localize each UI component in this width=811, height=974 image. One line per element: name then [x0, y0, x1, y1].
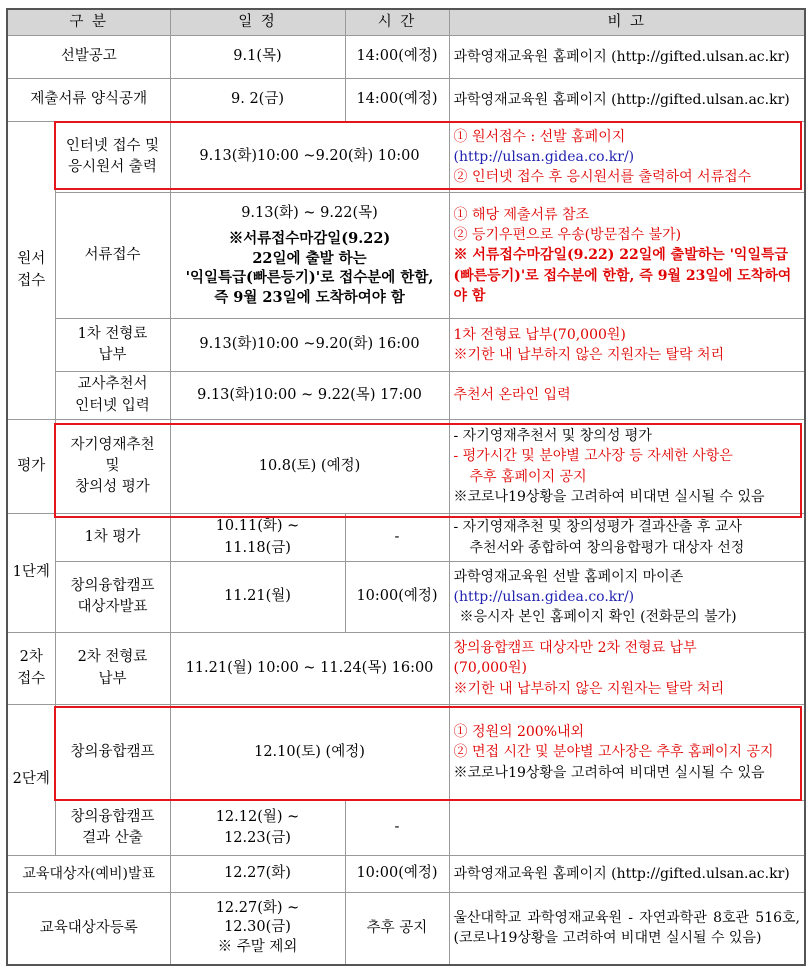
row-name: 창의융합캠프 대상자발표: [55, 562, 170, 633]
header-remarks: 비 고: [449, 9, 805, 36]
row-note: [449, 705, 805, 801]
table-row: [7, 562, 805, 633]
note-line: - 자기영재추천 및 창의성평가 결과산출 후 교사: [453, 519, 742, 536]
row-name: 1차 평가: [55, 514, 170, 562]
table-row: [7, 122, 805, 193]
row-note: [449, 633, 805, 705]
note-line: 창의융합캠프 대상자만 2차 전형료 납부: [453, 640, 697, 657]
note-line: ※코로나19상황을 고려하여 비대면 실시될 수 있음: [453, 488, 765, 505]
header-category: 구 분: [7, 9, 170, 36]
date-range: 9.13(화) ~ 9.22(목): [241, 204, 378, 221]
note-line: ② 등기우편으로 우송(방문접수 불가): [453, 227, 682, 244]
row-note: [449, 193, 805, 319]
row-date: 11.21(월) 10:00 ~ 11.24(목) 16:00: [170, 633, 449, 705]
table-row: [7, 801, 805, 856]
row-note: [449, 562, 805, 633]
note-line: ② 면접 시간 및 분야별 고사장은 추후 홈페이지 공지: [453, 744, 774, 761]
note-line: 추후 홈페이지 공지: [469, 468, 587, 485]
row-time: 14:00(예정): [345, 79, 449, 122]
row-date: 9.13(화)10:00 ~ 9.22(목) 17:00: [170, 372, 449, 420]
schedule-document: [6, 8, 804, 966]
note-line: ※응시자 본인 홈페이지 확인 (전화문의 불가): [459, 609, 737, 626]
note-line: ① 정원의 200%내외: [453, 724, 585, 741]
row-note: 울산대학교 과학영재교육원 - 자연과학관 8호관 516호, (코로나19상황을 고려하여 비대면 실시될 수 있음): [449, 893, 805, 965]
table-row: [7, 705, 805, 801]
note-line: (70,000원): [453, 660, 527, 677]
note-link: (http://ulsan.gidea.co.kr/): [453, 148, 635, 165]
row-date: 10.8(토) (예정): [170, 420, 449, 514]
row-name: 교육대상자등록: [7, 893, 170, 965]
row-name: 2차 전형료 납부: [55, 633, 170, 705]
row-time: 14:00(예정): [345, 36, 449, 79]
row-date: 9.1(목): [170, 36, 345, 79]
note-line: 과학영재교육원 선발 홈페이지 마이존: [453, 568, 684, 585]
row-note: 과학영재교육원 홈페이지 (http://gifted.ulsan.ac.kr): [449, 856, 805, 893]
table-row: [7, 420, 805, 514]
row-name: 창의융합캠프 결과 산출: [55, 801, 170, 856]
table-row: [7, 319, 805, 372]
note-line: ※기한 내 납부하지 않은 지원자는 탈락 처리: [453, 680, 725, 697]
table-row: [7, 372, 805, 420]
row-name: 자기영재추천 및 창의성 평가: [55, 420, 170, 514]
table-row: [7, 856, 805, 893]
row-note: [449, 319, 805, 372]
header-time: 시 간: [345, 9, 449, 36]
row-note: 과학영재교육원 홈페이지 (http://gifted.ulsan.ac.kr): [449, 36, 805, 79]
row-date: 9.13(화)10:00 ~9.20(화) 10:00: [170, 122, 449, 193]
table-row: [7, 514, 805, 562]
group-label-apply: 원서 접수: [7, 122, 55, 420]
group-label-eval: 평가: [7, 420, 55, 514]
note-link: (http://ulsan.gidea.co.kr/): [453, 588, 635, 605]
row-note: [449, 514, 805, 562]
row-name: 제출서류 양식공개: [7, 79, 170, 122]
row-date: 12.27(화): [170, 856, 345, 893]
table-row: [7, 633, 805, 705]
table-row: [7, 193, 805, 319]
header-schedule: 일 정: [170, 9, 345, 36]
row-note: [449, 420, 805, 514]
row-date: 12.27(화) ~ 12.30(금) ※ 주말 제외: [170, 893, 345, 965]
note-line: ※코로나19상황을 고려하여 비대면 실시될 수 있음: [453, 764, 765, 781]
row-date: 11.21(월): [170, 562, 345, 633]
row-time: -: [345, 514, 449, 562]
row-note: 추천서 온라인 입력: [449, 372, 805, 420]
row-note-empty: [449, 801, 805, 856]
note-line: ② 인터넷 접수 후 응시원서를 출력하여 서류접수: [453, 169, 752, 186]
group-label-stage1: 1단계: [7, 514, 55, 633]
note-line: ① 해당 제출서류 참조: [453, 206, 590, 223]
table-row: [7, 893, 805, 965]
note-line: 추천서와 종합하여 창의융합평가 대상자 선정: [469, 539, 745, 556]
note-line: ※기한 내 납부하지 않은 지원자는 탈락 처리: [453, 347, 725, 363]
row-name: 서류접수: [55, 193, 170, 319]
schedule-table: [6, 8, 806, 966]
header-row: [7, 9, 805, 36]
group-label-pay2: 2차 접수: [7, 633, 55, 705]
row-time: 추후 공지: [345, 893, 449, 965]
note-line: 1차 전형료 납부(70,000원): [453, 326, 626, 343]
row-note: [449, 122, 805, 193]
row-time: 10:00(예정): [345, 856, 449, 893]
row-name: 선발공고: [7, 36, 170, 79]
table-row: [7, 79, 805, 122]
table-row: [7, 36, 805, 79]
row-name: 창의융합캠프: [55, 705, 170, 801]
group-label-stage2: 2단계: [7, 705, 55, 856]
row-name: 1차 전형료 납부: [55, 319, 170, 372]
row-note: 과학영재교육원 홈페이지 (http://gifted.ulsan.ac.kr): [449, 79, 805, 122]
row-date: 10.11(화) ~ 11.18(금): [170, 514, 345, 562]
note-line: ※ 서류접수마감일(9.22) 22일에 출발하는 '익일특급(빠른등기)'로 접수분에 한함, 즉 9월 23일에 도착하여야 함: [453, 247, 792, 304]
row-name: 교육대상자(예비)발표: [7, 856, 170, 893]
row-date: 9. 2(금): [170, 79, 345, 122]
row-date: 9.13(화)10:00 ~9.20(화) 16:00: [170, 319, 449, 372]
note-line: ① 원서접수 : 선발 홈페이지: [453, 128, 626, 145]
note-line: - 평가시간 및 분야별 고사장 등 자세한 사항은: [453, 448, 733, 465]
row-date: [170, 193, 449, 319]
deadline-note: ※서류접수마감일(9.22) 22일에 출발 하는 '익일특급(빠른등기)'로 접수분에 한함, 즉 9월 23일에 도착하여야 함: [185, 230, 434, 306]
note-line: - 자기영재추천서 및 창의성 평가: [453, 427, 652, 444]
row-name: 교사추천서 인터넷 입력: [55, 372, 170, 420]
row-date: 12.12(월) ~ 12.23(금): [170, 801, 345, 856]
row-time: 10:00(예정): [345, 562, 449, 633]
row-name: 인터넷 접수 및 응시원서 출력: [55, 122, 170, 193]
row-date: 12.10(토) (예정): [170, 705, 449, 801]
row-time: -: [345, 801, 449, 856]
